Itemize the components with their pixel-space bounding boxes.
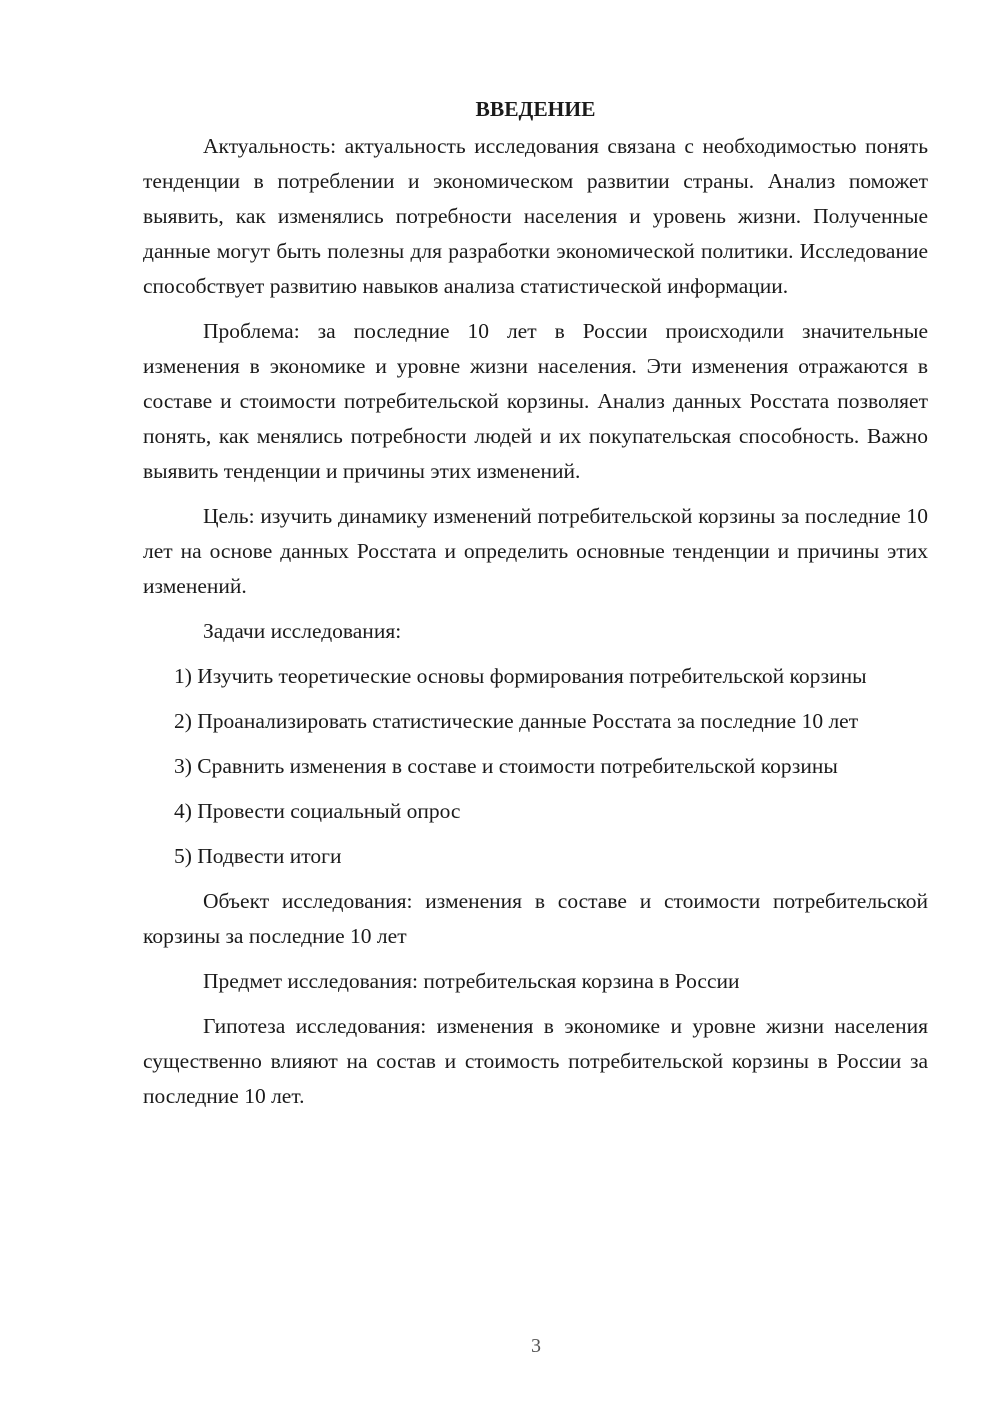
subject-paragraph: Предмет исследования: потребительская корзина в России <box>203 969 740 993</box>
document-page <box>143 92 928 1124</box>
relevance-paragraph: Актуальность: актуальность исследования связана с необходимостью понять тенденции в потреблении и экономическом развитии страны. Анализ поможет выявить, как изменялись потребности населения и уровень жизни. Полученные данные могут быть полезны для разработки экономической политики. Исследование способствует развитию навыков анализа статистической информации. <box>143 134 928 298</box>
goal-paragraph: Цель: изучить динамику изменений потребительской корзины за последние 10 лет на основе данных Росстата и определить основные тенденции и причины этих изменений. <box>143 504 928 598</box>
problem-paragraph: Проблема: за последние 10 лет в России происходили значительные изменения в экономике и уровне жизни населения. Эти изменения отражаются в составе и стоимости потребительской корзины. Анализ данных Росстата позволяет понять, как менялись потребности людей и их покупательская способность. Важно выявить тенденции и причины этих изменений. <box>143 319 928 483</box>
task-item-4: 4) Провести социальный опрос <box>174 799 461 823</box>
hypothesis-paragraph: Гипотеза исследования: изменения в экономике и уровне жизни населения существенно влияют на состав и стоимость потребительской корзины в России за последние 10 лет. <box>143 1014 928 1108</box>
tasks-heading: Задачи исследования: <box>203 619 402 643</box>
section-title: ВВЕДЕНИЕ <box>475 97 596 121</box>
task-item-5: 5) Подвести итоги <box>174 844 342 868</box>
task-item-1: 1) Изучить теоретические основы формирования потребительской корзины <box>174 664 867 688</box>
task-item-2: 2) Проанализировать статистические данные Росстата за последние 10 лет <box>174 709 859 733</box>
object-paragraph: Объект исследования: изменения в составе и стоимости потребительской корзины за последние 10 лет <box>143 889 928 948</box>
task-item-3: 3) Сравнить изменения в составе и стоимости потребительской корзины <box>174 754 838 778</box>
page-number: 3 <box>531 1335 541 1357</box>
